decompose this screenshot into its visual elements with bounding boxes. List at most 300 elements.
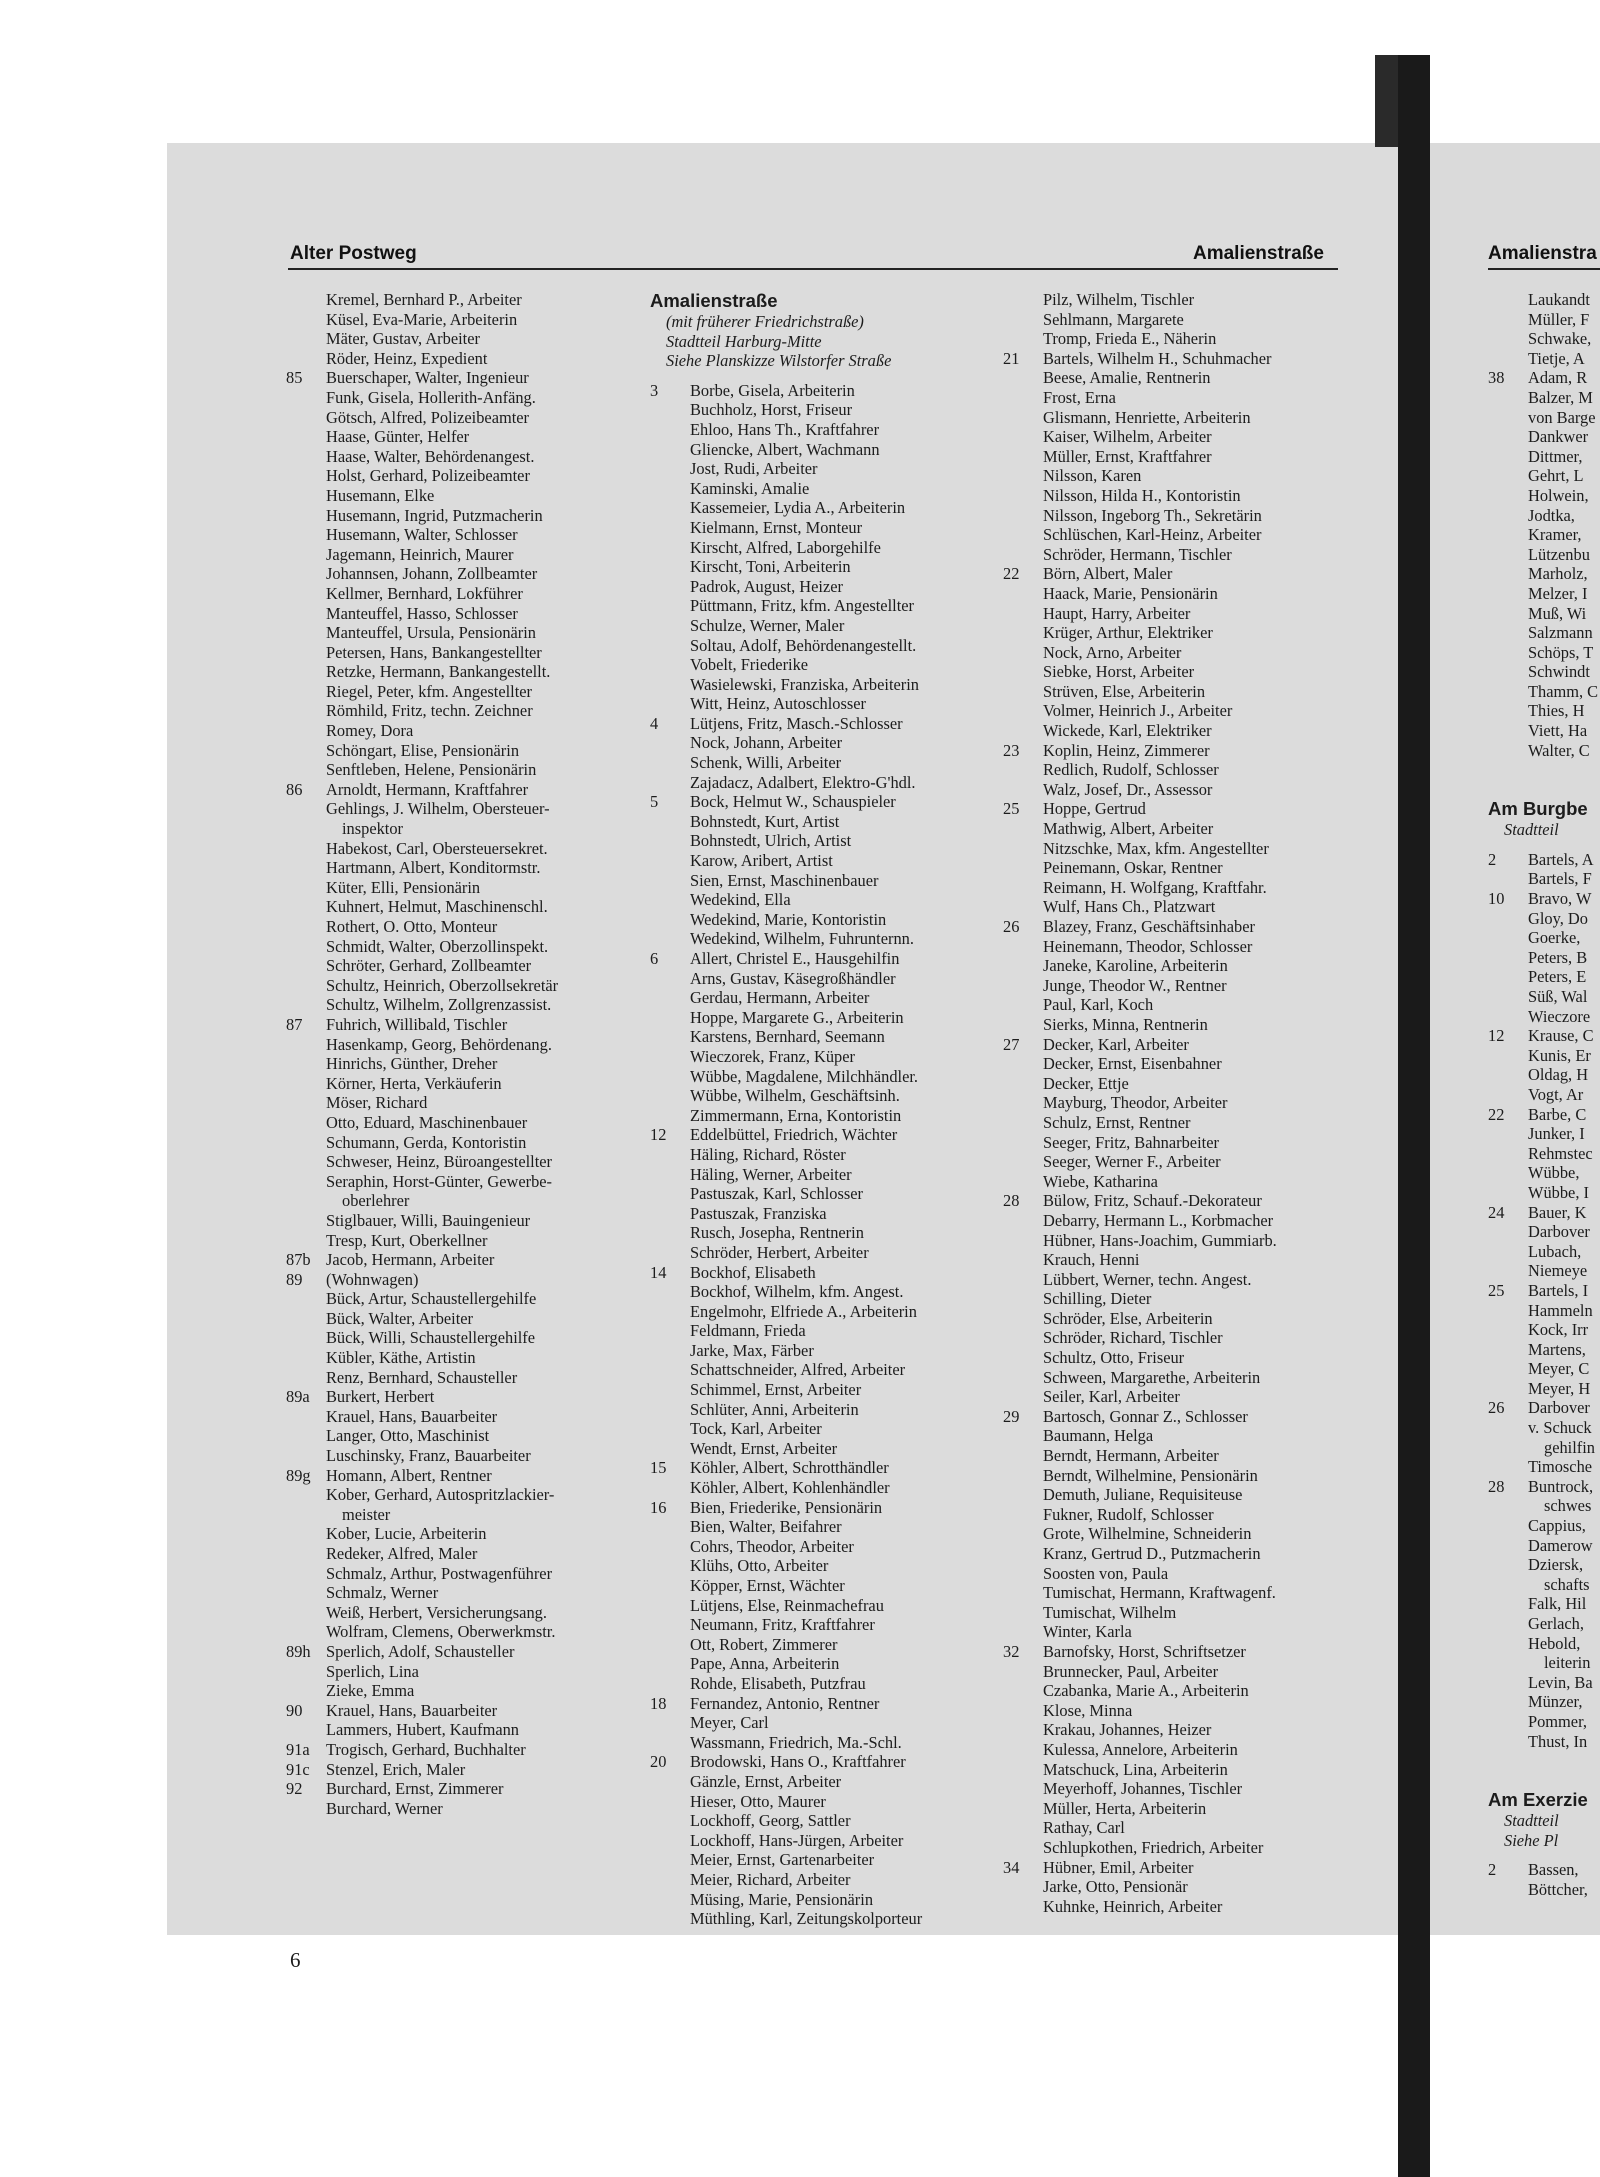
resident-entry: Hinrichs, Günther, Dreher: [326, 1054, 498, 1074]
house-number: [1003, 1897, 1043, 1917]
directory-entry: [286, 1662, 651, 1682]
resident-entry: Walter, C: [1528, 740, 1590, 760]
resident-entry: Schröder, Richard, Tischler: [1043, 1328, 1223, 1348]
house-number: [286, 1368, 326, 1388]
directory-entry: [1003, 917, 1348, 937]
directory-entry: [286, 1093, 651, 1113]
resident-entry: Nilsson, Karen: [1043, 466, 1142, 486]
directory-entry: [1003, 564, 1348, 584]
house-number: [1003, 1681, 1043, 1701]
resident-entry: Janeke, Karoline, Arbeiterin: [1043, 956, 1228, 976]
directory-entry: [1003, 1289, 1348, 1309]
house-number: [650, 1106, 690, 1126]
house-number: [286, 721, 326, 741]
house-number: [650, 851, 690, 871]
house-number: [1003, 701, 1043, 721]
resident-entry: Wiebe, Katharina: [1043, 1171, 1158, 1191]
house-number: [1488, 1673, 1528, 1693]
house-number: [650, 1576, 690, 1596]
directory-entry: [286, 917, 651, 937]
resident-entry: Hieser, Otto, Maurer: [690, 1791, 826, 1811]
resident-entry: Junge, Theodor W., Rentner: [1043, 975, 1227, 995]
directory-entry: [650, 949, 1005, 969]
directory-entry: [1003, 858, 1348, 878]
house-number: [650, 1537, 690, 1557]
directory-entry: [650, 1419, 1005, 1439]
resident-entry: Jost, Rudi, Arbeiter: [690, 459, 818, 479]
resident-entry: Schröder, Else, Arbeiterin: [1043, 1308, 1213, 1328]
directory-entry: [286, 1211, 651, 1231]
directory-entry: [286, 1564, 651, 1584]
directory-entry: [286, 682, 651, 702]
house-number: [1003, 1093, 1043, 1113]
directory-entry: [1003, 290, 1348, 310]
spacer: [1488, 1751, 1600, 1789]
house-number: [1003, 1505, 1043, 1525]
resident-entry: Pastuszak, Karl, Schlosser: [690, 1184, 863, 1204]
house-number: [286, 976, 326, 996]
directory-entry: [1488, 1516, 1600, 1536]
house-number: [650, 1321, 690, 1341]
resident-entry: Pape, Anna, Arbeiterin: [690, 1654, 840, 1674]
house-number: [1488, 1085, 1528, 1105]
directory-entry: [286, 1466, 651, 1486]
resident-entry: Bück, Willi, Schaustellergehilfe: [326, 1328, 536, 1348]
directory-entry: [1488, 1281, 1600, 1301]
house-number: [1488, 466, 1528, 486]
directory-entry: [650, 1792, 1005, 1812]
house-number: [650, 733, 690, 753]
directory-entry: [650, 1302, 1005, 1322]
house-number: [1003, 1877, 1043, 1897]
house-number: [286, 1485, 326, 1505]
house-number: [1488, 1222, 1528, 1242]
house-number: 91a: [286, 1739, 310, 1759]
directory-entry: [650, 616, 1005, 636]
directory-entry: [1003, 819, 1348, 839]
house-number: [1003, 1309, 1043, 1329]
house-number: [1488, 1692, 1528, 1712]
directory-entry: [650, 714, 1005, 734]
house-number: [286, 1720, 326, 1740]
resident-entry: Habekost, Carl, Obersteuersekret.: [326, 838, 548, 858]
book-spine: [1398, 55, 1430, 2177]
resident-entry: Jodtka,: [1528, 505, 1575, 525]
directory-entry: [1003, 1348, 1348, 1368]
house-number: [1003, 1368, 1043, 1388]
resident-entry: Schröder, Hermann, Tischler: [1043, 544, 1232, 564]
directory-entry: [1488, 909, 1600, 929]
resident-entry: Allert, Christel E., Hausgehilfin: [690, 949, 900, 968]
house-number: [1488, 1065, 1528, 1085]
directory-entry: [650, 753, 1005, 773]
house-number: [1003, 682, 1043, 702]
resident-entry: Kober, Lucie, Arbeiterin: [326, 1524, 487, 1544]
house-number: [286, 623, 326, 643]
house-number: [650, 675, 690, 695]
directory-entry: [1488, 1007, 1600, 1027]
resident-entry: Wickede, Karl, Elektriker: [1043, 721, 1212, 741]
resident-entry: Jarke, Otto, Pensionär: [1043, 1877, 1188, 1897]
directory-entry: [286, 1681, 651, 1701]
resident-entry: Romey, Dora: [326, 721, 414, 741]
house-number: 26: [1003, 917, 1020, 936]
directory-entry: [650, 675, 1005, 695]
house-number: [650, 1674, 690, 1694]
spacer: [1488, 760, 1600, 798]
house-number: [650, 1400, 690, 1420]
directory-entry: [1003, 447, 1348, 467]
resident-entry: Fernandez, Antonio, Rentner: [690, 1693, 880, 1713]
directory-entry: [1003, 976, 1348, 996]
house-number: [650, 1380, 690, 1400]
entry-list: [650, 381, 1005, 1929]
house-number: [1003, 1074, 1043, 1094]
resident-entry: Meyer, C: [1528, 1359, 1590, 1379]
directory-entry: [286, 721, 651, 741]
directory-entry: [650, 381, 1005, 401]
resident-entry: Volmer, Heinrich J., Arbeiter: [1043, 701, 1233, 721]
directory-entry: [1488, 623, 1600, 643]
resident-entry: Zimmermann, Erna, Kontoristin: [690, 1105, 902, 1125]
resident-entry: Thust, In: [1528, 1731, 1588, 1751]
directory-entry: [650, 1537, 1005, 1557]
house-number: [650, 969, 690, 989]
resident-entry: Pilz, Wilhelm, Tischler: [1043, 290, 1195, 309]
directory-entry: [650, 1870, 1005, 1890]
resident-entry: Hammeln: [1528, 1300, 1593, 1320]
directory-entry: [286, 1231, 651, 1251]
resident-entry: Nitzschke, Max, kfm. Angestellter: [1043, 838, 1269, 858]
house-number: 16: [650, 1497, 667, 1517]
house-number: [1003, 584, 1043, 604]
resident-entry: Kuhnke, Heinrich, Arbeiter: [1043, 1896, 1223, 1916]
house-number: [650, 910, 690, 930]
resident-entry: Kellmer, Bernhard, Lokführer: [326, 583, 523, 603]
resident-entry: Paul, Karl, Koch: [1043, 995, 1154, 1015]
directory-entry: [1003, 1740, 1348, 1760]
resident-entry: Nilsson, Ingeborg Th., Sekretärin: [1043, 505, 1262, 525]
house-number: 2: [1488, 849, 1497, 869]
house-number: [1488, 1418, 1528, 1438]
directory-entry: [1003, 1054, 1348, 1074]
house-number: [286, 329, 326, 349]
resident-entry: Kaminski, Amalie: [690, 478, 810, 498]
resident-entry: Zieke, Emma: [326, 1681, 415, 1701]
directory-entry: [1003, 486, 1348, 506]
house-number: [1003, 1622, 1043, 1642]
spacer: [1488, 840, 1600, 850]
house-number: [1003, 956, 1043, 976]
house-number: [1488, 329, 1528, 349]
house-number: [1488, 1007, 1528, 1027]
house-number: [286, 564, 326, 584]
directory-entry: [286, 1446, 651, 1466]
resident-entry: Peters, E: [1528, 967, 1587, 987]
resident-entry: Schultz, Wilhelm, Zollgrenzassist.: [326, 995, 552, 1015]
directory-entry: [1488, 1065, 1600, 1085]
resident-entry: Wedekind, Wilhelm, Fuhrunternn.: [690, 929, 914, 949]
house-number: [1003, 408, 1043, 428]
house-number: [1488, 564, 1528, 584]
resident-entry: Marholz,: [1528, 564, 1588, 584]
house-number: [1488, 1496, 1528, 1516]
directory-entry: [1488, 506, 1600, 526]
resident-entry: Falk, Hil: [1528, 1594, 1587, 1614]
directory-entry: [1488, 1634, 1600, 1654]
district-note: Stadtteil: [1504, 1811, 1559, 1831]
house-number: [650, 1282, 690, 1302]
directory-entry: [1003, 799, 1348, 819]
resident-entry: Bartels, Wilhelm H., Schuhmacher: [1043, 348, 1272, 368]
directory-entry: [650, 1008, 1005, 1028]
house-number: [650, 655, 690, 675]
house-number: [1488, 486, 1528, 506]
resident-entry: Junker, I: [1528, 1124, 1585, 1144]
house-number: [1488, 909, 1528, 929]
resident-entry: Müller, F: [1528, 309, 1590, 329]
directory-entry: [650, 1067, 1005, 1087]
directory-entry: [650, 1654, 1005, 1674]
resident-entry: Buntrock,: [1528, 1476, 1594, 1496]
header-rule: [288, 268, 1338, 270]
directory-entry: [650, 1458, 1005, 1478]
house-number: [286, 799, 326, 819]
directory-entry: [650, 1674, 1005, 1694]
resident-entry: Pommer,: [1528, 1711, 1587, 1731]
resident-entry: Tumischat, Hermann, Kraftwagenf.: [1043, 1583, 1276, 1603]
directory-entry: [1003, 1035, 1348, 1055]
resident-entry: Petersen, Hans, Bankangestellter: [326, 642, 542, 662]
directory-entry: [1003, 466, 1348, 486]
house-number: [286, 858, 326, 878]
resident-entry: Kuhnert, Helmut, Maschinenschl.: [326, 897, 548, 917]
directory-entry: [1003, 897, 1348, 917]
house-number: [286, 1093, 326, 1113]
house-number: [1488, 447, 1528, 467]
resident-entry: Lockhoff, Hans-Jürgen, Arbeiter: [690, 1830, 904, 1850]
resident-entry: v. Schuck: [1528, 1418, 1592, 1438]
directory-entry: [1003, 545, 1348, 565]
house-number: [286, 1505, 326, 1525]
directory-entry: [1003, 1407, 1348, 1427]
directory-entry: [1003, 1622, 1348, 1642]
resident-entry: Schmidt, Walter, Oberzollinspekt.: [326, 936, 549, 956]
directory-entry: [286, 1407, 651, 1427]
house-number: [286, 349, 326, 369]
resident-entry: Balzer, M: [1528, 387, 1593, 407]
directory-entry: [1003, 388, 1348, 408]
directory-entry: [1003, 1799, 1348, 1819]
directory-entry: [1003, 584, 1348, 604]
directory-entry: [1488, 290, 1600, 310]
house-number: [286, 1799, 326, 1819]
resident-entry: Fuhrich, Willibald, Tischler: [326, 1014, 508, 1034]
directory-entry: [1488, 1477, 1600, 1497]
directory-entry: [1003, 604, 1348, 624]
house-number: 21: [1003, 348, 1020, 368]
directory-entry: [1003, 937, 1348, 957]
house-number: [1003, 1662, 1043, 1682]
directory-entry: [286, 310, 651, 330]
resident-entry: Pastuszak, Franziska: [690, 1203, 827, 1223]
house-number: [1003, 937, 1043, 957]
directory-entry: [286, 545, 651, 565]
house-number: [1003, 1799, 1043, 1819]
house-number: [650, 1184, 690, 1204]
directory-entry: [286, 1289, 651, 1309]
directory-entry: [650, 420, 1005, 440]
resident-entry: Karow, Aribert, Artist: [690, 851, 833, 871]
resident-entry: Gloy, Do: [1528, 908, 1588, 928]
house-number: [286, 1622, 326, 1642]
house-number: [1488, 1340, 1528, 1360]
house-number: [1488, 1163, 1528, 1183]
resident-entry: Dziersk,: [1528, 1555, 1584, 1575]
resident-entry: Lütjens, Else, Reinmachefrau: [690, 1595, 884, 1615]
house-number: [1003, 1583, 1043, 1603]
directory-entry: [1003, 1485, 1348, 1505]
directory-entry: [286, 1074, 651, 1094]
resident-entry: Arnoldt, Hermann, Kraftfahrer: [326, 779, 529, 799]
house-number: 26: [1488, 1398, 1505, 1418]
house-number: [286, 1231, 326, 1251]
resident-entry: Viett, Ha: [1528, 721, 1588, 741]
directory-entry: [286, 1328, 651, 1348]
resident-entry: Eddelbüttel, Friedrich, Wächter: [690, 1125, 898, 1145]
directory-entry: [1003, 1760, 1348, 1780]
house-number: [650, 1870, 690, 1890]
house-number: [1488, 1379, 1528, 1399]
directory-entry: [286, 1485, 651, 1505]
house-number: [1488, 349, 1528, 369]
house-number: [650, 400, 690, 420]
directory-entry: [1003, 1368, 1348, 1388]
resident-entry: Siebke, Horst, Arbeiter: [1043, 662, 1195, 682]
house-number: [650, 577, 690, 597]
directory-entry: [650, 1380, 1005, 1400]
house-number: 3: [650, 380, 659, 400]
house-number: [650, 988, 690, 1008]
house-number: [1488, 1261, 1528, 1281]
house-number: [1488, 1536, 1528, 1556]
street-heading: Amalienstraße: [650, 290, 778, 311]
house-number: [286, 760, 326, 780]
house-number: [1003, 1603, 1043, 1623]
house-number: [650, 1654, 690, 1674]
resident-entry: Schöps, T: [1528, 642, 1594, 662]
house-number: [650, 636, 690, 656]
directory-entry: [650, 557, 1005, 577]
directory-entry: [1003, 623, 1348, 643]
house-number: [650, 1360, 690, 1380]
house-number: [1003, 604, 1043, 624]
resident-entry: Krause, C: [1528, 1026, 1594, 1046]
resident-entry: Niemeye: [1528, 1261, 1588, 1281]
resident-entry: Schöngart, Elise, Pensionärin: [326, 740, 520, 760]
house-number: [286, 1407, 326, 1427]
directory-entry: [650, 1694, 1005, 1714]
resident-entry: Kulessa, Annelore, Arbeiterin: [1043, 1739, 1238, 1759]
resident-entry: Bockhof, Wilhelm, kfm. Angest.: [690, 1282, 904, 1302]
resident-entry: Thamm, C: [1528, 681, 1599, 701]
house-number: [650, 557, 690, 577]
resident-entry: Damerow: [1528, 1535, 1593, 1555]
directory-entry: [286, 1760, 651, 1780]
house-number: [1003, 1564, 1043, 1584]
spacer: [650, 371, 1005, 381]
house-number: 90: [286, 1700, 303, 1720]
resident-entry: Reimann, H. Wolfgang, Kraftfahr.: [1043, 877, 1267, 897]
resident-entry: Thies, H: [1528, 701, 1585, 721]
house-number: [650, 1831, 690, 1851]
house-number: [1488, 1594, 1528, 1614]
resident-entry: Gehlings, J. Wilhelm, Obersteuer-: [326, 799, 550, 819]
house-number: [286, 1681, 326, 1701]
house-number: [650, 890, 690, 910]
directory-entry: [1488, 948, 1600, 968]
directory-entry: [1488, 486, 1600, 506]
resident-entry: Langer, Otto, Maschinist: [326, 1426, 490, 1446]
resident-entry: Wübbe, I: [1528, 1182, 1589, 1202]
resident-entry: Seeger, Werner F., Arbeiter: [1043, 1152, 1221, 1172]
house-number: [650, 596, 690, 616]
house-number: [1488, 1046, 1528, 1066]
resident-entry: Manteuffel, Ursula, Pensionärin: [326, 623, 536, 643]
directory-entry: [650, 1400, 1005, 1420]
resident-entry: Wulf, Hans Ch., Platzwart: [1043, 897, 1216, 917]
house-number: [1003, 1466, 1043, 1486]
directory-entry: [1003, 1681, 1348, 1701]
directory-entry: [650, 1027, 1005, 1047]
house-number: [286, 1172, 326, 1192]
directory-entry: [1488, 1124, 1600, 1144]
resident-entry: Peinemann, Oskar, Rentner: [1043, 858, 1223, 878]
resident-entry: Schmalz, Werner: [326, 1583, 439, 1603]
house-number: [650, 1909, 690, 1929]
entry-list: [1488, 290, 1600, 760]
resident-entry: Schlupkothen, Friedrich, Arbeiter: [1043, 1837, 1264, 1857]
directory-entry: [650, 1772, 1005, 1792]
resident-entry: Schwake,: [1528, 329, 1592, 349]
house-number: [286, 1074, 326, 1094]
directory-entry: [1488, 1340, 1600, 1360]
resident-entry: Wassmann, Friedrich, Ma.-Schl.: [690, 1732, 902, 1752]
directory-entry: [650, 792, 1005, 812]
house-number: [1003, 1054, 1043, 1074]
house-number: [650, 1772, 690, 1792]
house-number: [286, 682, 326, 702]
directory-entry: [1488, 1222, 1600, 1242]
house-number: [1003, 1250, 1043, 1270]
resident-entry: Köpper, Ernst, Wächter: [690, 1576, 845, 1595]
house-number: [286, 310, 326, 330]
directory-entry: [1003, 1779, 1348, 1799]
house-number: 86: [286, 779, 303, 799]
house-number: [1003, 1270, 1043, 1290]
resident-entry: Barbe, C: [1528, 1104, 1587, 1124]
resident-entry: Bartels, A: [1528, 849, 1594, 869]
directory-entry: [1003, 1662, 1348, 1682]
house-number: [1488, 987, 1528, 1007]
directory-entry: [1488, 1320, 1600, 1340]
resident-entry: Brodowski, Hans O., Kraftfahrer: [690, 1752, 906, 1772]
directory-entry: [650, 1341, 1005, 1361]
directory-entry: [1003, 1838, 1348, 1858]
house-number: [650, 1733, 690, 1753]
house-number: [650, 1517, 690, 1537]
house-number: [1488, 1359, 1528, 1379]
